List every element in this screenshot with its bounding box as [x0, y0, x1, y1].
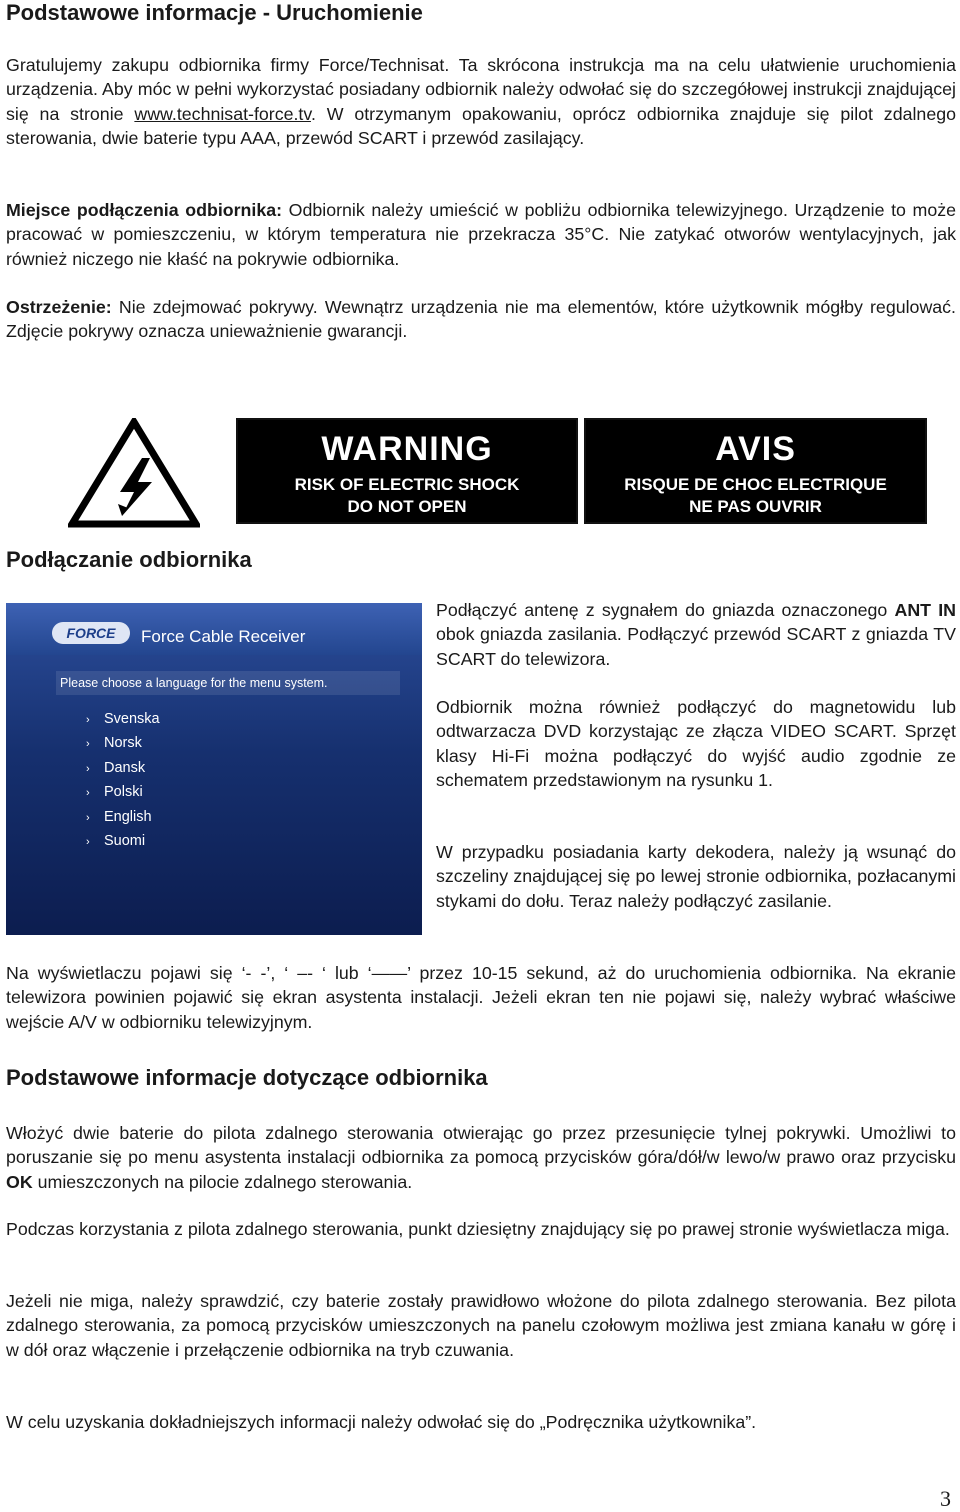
avis-sign-title: AVIS [715, 430, 796, 468]
decimal-point-paragraph: Podczas korzystania z pilota zdalnego sterowania, punkt dziesiętny znajdujący się po prawej stronie wyświetlacza miga. [6, 1219, 950, 1239]
chevron-right-icon: › [86, 811, 90, 824]
no-remote-paragraph: Jeżeli nie miga, należy sprawdzić, czy baterie zostały prawidłowo włożone do pilota zdalnego sterowania. Bez pilota zdalnego sterowania, za pomocą przycisków umieszczonych na panelu czołowym możliwa jest zmiana kanału w górę i w dół oraz włączenie i przełączenie odbiornika na tryb czuwania. [6, 1291, 956, 1360]
placement-text: Odbiornik należy umieścić w pobliżu odbiornika telewizyjnego. Urządzenie to może pracować w pomieszczeniu, w którym temperatura nie przekracza 35°C. Nie zatykać otworów wentylacyjnych, jak również niczego nie kłaść na pokrywie odbiornika. [6, 200, 956, 269]
warning-label: Ostrzeżenie: [6, 297, 112, 317]
placement-paragraph [6, 198, 956, 271]
language-option-english[interactable] [86, 805, 160, 829]
ant-in-label: ANT IN [894, 600, 956, 620]
chevron-right-icon: › [86, 714, 90, 726]
warning-paragraph [6, 295, 956, 344]
chevron-right-icon: › [86, 762, 90, 775]
tv-screen-image [6, 603, 422, 935]
language-list [86, 707, 160, 853]
force-logo: FORCE [52, 622, 130, 644]
chevron-right-icon: › [86, 787, 90, 800]
avis-sign-line2: NE PAS OUVRIR [689, 497, 822, 516]
screen-prompt: Please choose a language for the menu system. [56, 671, 400, 695]
avis-sign [584, 418, 927, 524]
intro-text-2: . W otrzymanym opakowaniu, oprócz odbiornika znajduje się pilot zdalnego sterowania, dwie baterie typu AAA, przewód SCART i przewód zasilający. [6, 103, 956, 148]
language-label: English [104, 808, 152, 825]
language-option-polski[interactable] [86, 780, 160, 804]
warning-text: Nie zdejmować pokrywy. Wewnątrz urządzenia nie ma elementów, które użytkownik mógłby regulować. Zdjęcie pokrywy oznacza unieważnienie gwarancji. [6, 297, 956, 342]
display-paragraph: Na wyświetlaczu pojawi się ‘- -’, ‘ –- ‘ lub ‘——’ przez 10-15 sekund, aż do uruchomienia odbiornika. Na ekranie telewizora powinien pojawić się ekran asystenta instalacji. Jeżeli ekran ten nie pojawi się, należy wybrać właściwe wejście A/V w odbiorniku telewizyjnym. [6, 963, 956, 1032]
battery-paragraph [6, 1121, 956, 1194]
language-label: Suomi [104, 832, 146, 849]
vcr-paragraph: Odbiornik można również podłączyć do magnetowidu lub odtwarzacza DVD korzystając ze złącza VIDEO SCART. Sprzęt klasy Hi-Fi można podłączyć do wyjść audio zgodnie ze schematem przedstawionym na rysunku 1. [436, 697, 956, 790]
placement-label: Miejsce podłączenia odbiornika: [6, 200, 283, 220]
language-option-suomi[interactable] [86, 829, 160, 853]
battery-text-2: umieszczonych na pilocie zdalnego sterowania. [32, 1171, 413, 1192]
website-link[interactable]: www.technisat-force.tv [134, 103, 311, 124]
language-option-norsk[interactable] [86, 731, 160, 755]
intro-text-1: Gratulujemy zakupu odbiornika firmy Force/Technisat. Ta skrócona instrukcja ma na celu ułatwienie uruchomienia urządzenia. Aby móc w pełni wykorzystać posiadany odbiornik należy odwołać się do szczegółowej instrukcji znajdującej się na stronie [6, 55, 956, 124]
section-title-basics: Podstawowe informacje dotyczące odbiornika [6, 1065, 488, 1090]
language-label: Dansk [104, 759, 146, 776]
section-title-connection: Podłączanie odbiornika [6, 547, 252, 572]
antenna-text-1: Podłączyć antenę z sygnałem do gniazda oznaczonego [436, 600, 895, 620]
decoder-paragraph: W przypadku posiadania karty dekodera, należy ją wsunąć do szczeliny znajdującej się po lewej stronie odbiornika, pozłacanymi stykami do dołu. Teraz należy podłączyć zasilanie. [436, 842, 956, 911]
page-number: 3 [940, 1486, 951, 1511]
language-label: Svenska [104, 711, 160, 727]
language-option-dansk[interactable] [86, 756, 160, 780]
language-label: Norsk [104, 735, 142, 752]
manual-paragraph: W celu uzyskania dokładniejszych informacji należy odwołać się do „Podręcznika użytkownika”. [6, 1412, 757, 1432]
ok-label: OK [6, 1171, 33, 1192]
warning-sign-line2: DO NOT OPEN [347, 497, 467, 516]
avis-sign-line1: RISQUE DE CHOC ELECTRIQUE [624, 475, 887, 494]
battery-text-1: Włożyć dwie baterie do pilota zdalnego sterowania otwierając go przez przesunięcie tylnej pokrywki. Umożliwi to poruszanie się po menu asystenta instalacji odbiornika za pomocą przycisków góra/dół/w lewo/w prawo oraz przycisku [6, 1123, 956, 1168]
warning-sign-title: WARNING [321, 430, 493, 468]
warning-sign [236, 418, 578, 524]
antenna-text-2: obok gniazda zasilania. Podłączyć przewód SCART z gniazda TV SCART do telewizora. [436, 624, 956, 669]
intro-paragraph [6, 53, 956, 150]
screen-title: Force Cable Receiver [141, 627, 306, 646]
antenna-paragraph [436, 598, 956, 671]
chevron-right-icon: › [86, 738, 90, 751]
chevron-right-icon: › [86, 835, 90, 848]
language-label: Polski [104, 784, 143, 801]
language-option-svenska[interactable] [86, 707, 160, 731]
section-title-startup: Podstawowe informacje - Uruchomienie [6, 0, 423, 25]
electric-shock-icon [68, 418, 200, 528]
warning-sign-line1: RISK OF ELECTRIC SHOCK [294, 475, 520, 494]
